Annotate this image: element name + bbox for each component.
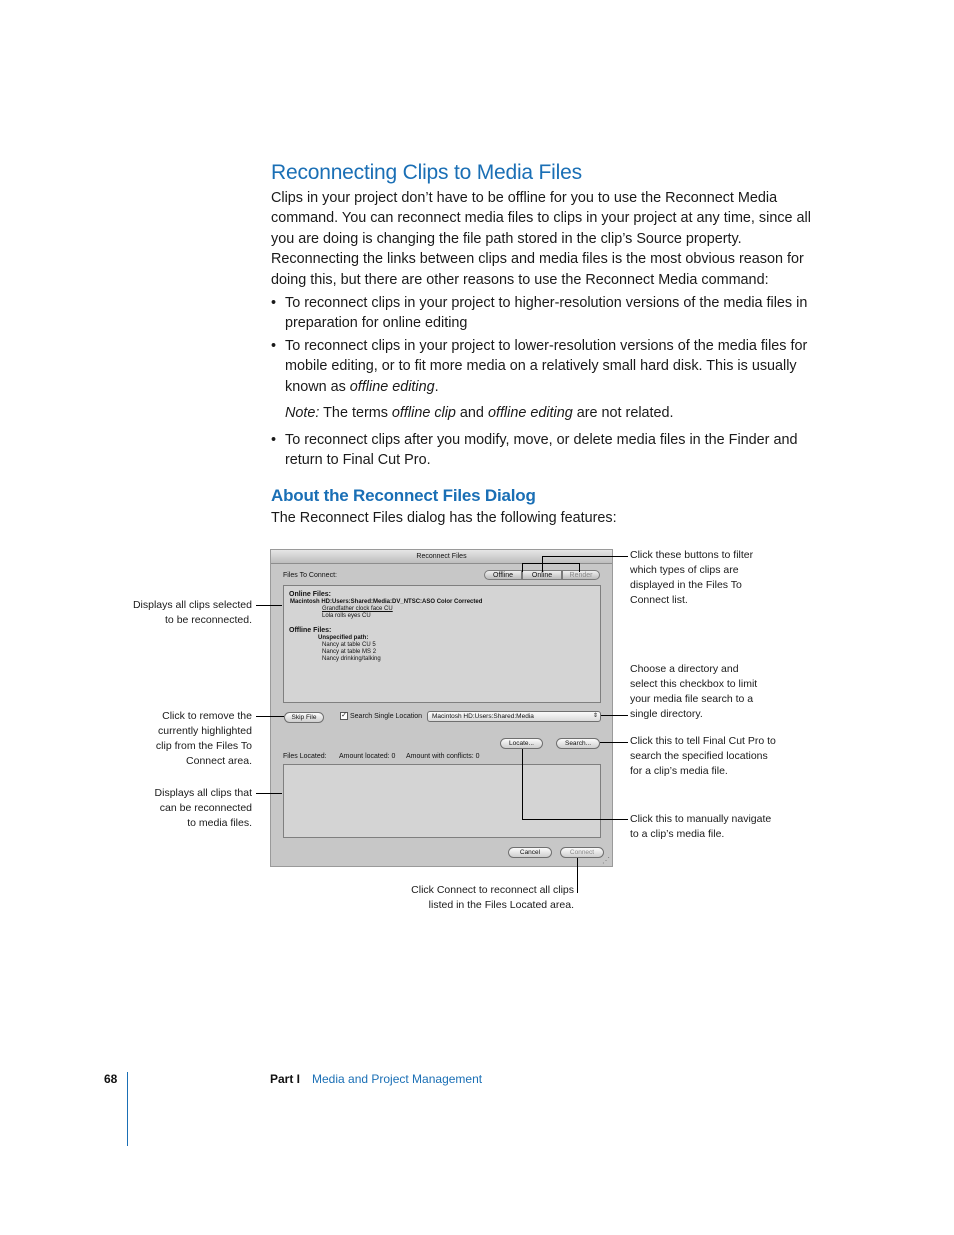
- italic-term: offline editing: [487, 405, 573, 421]
- callout-line-text: can be reconnected: [159, 802, 252, 814]
- callout-line-text: Connect area.: [186, 755, 252, 767]
- cancel-button[interactable]: Cancel: [508, 847, 552, 858]
- callout-line-text: Displays all clips selected: [132, 599, 252, 611]
- files-located-label: Files Located:: [283, 753, 327, 760]
- callout-line: [522, 563, 523, 572]
- dialog-title-bar: Reconnect Files: [271, 550, 612, 564]
- callout-line-text: displayed in the Files To: [630, 579, 742, 591]
- note-label: Note:: [285, 405, 320, 421]
- callout-line-text: search the specified locations: [630, 750, 768, 762]
- callout-line-text: select this checkbox to limit: [630, 678, 758, 690]
- offline-filter-button[interactable]: Offline: [484, 570, 522, 580]
- italic-term: offline clip: [391, 405, 456, 421]
- connect-button[interactable]: Connect: [560, 847, 604, 858]
- search-button[interactable]: Search...: [556, 738, 600, 749]
- offline-path: Unspecified path:: [318, 635, 369, 641]
- callout-line-text: Click these buttons to filter: [630, 549, 754, 561]
- popup-arrows-icon: ⇕: [592, 713, 598, 719]
- amount-conflicts: Amount with conflicts: 0: [406, 753, 480, 760]
- render-filter-button[interactable]: Render: [562, 570, 600, 580]
- subsection-title: About the Reconnect Files Dialog: [271, 486, 536, 505]
- callout-line-text: Click this to manually navigate: [630, 813, 772, 825]
- bullet-text: [285, 336, 817, 397]
- callout-line-text: to a clip’s media file.: [630, 828, 725, 840]
- callout-line-text: which types of clips are: [630, 564, 739, 576]
- list-item[interactable]: Nancy drinking/talking: [322, 656, 381, 662]
- callout-line-text: for a clip’s media file.: [630, 765, 728, 777]
- bullet-dot: •: [271, 338, 277, 354]
- locate-button[interactable]: Locate...: [500, 738, 543, 749]
- subsection-intro: The Reconnect Files dialog has the following features:: [271, 510, 617, 526]
- callout-line: [601, 715, 628, 716]
- list-item[interactable]: Nancy at table MS 2: [322, 649, 377, 655]
- note-text: are not related.: [572, 405, 674, 421]
- callout-displays-reconnect: [100, 786, 252, 831]
- callout-line-text: Click Connect to reconnect all clips: [411, 884, 574, 896]
- location-popup[interactable]: [427, 711, 601, 722]
- callout-line: [522, 819, 628, 820]
- callout-line-text: Connect list.: [630, 594, 688, 606]
- online-files-heading: Online Files:: [289, 591, 332, 598]
- bullet-text-part: To reconnect clips in your project to lower-resolution versions of the media files for mobile editing, or to fit more media on a relatively small hard disk. This is usually known as: [285, 338, 808, 395]
- callout-line: [577, 858, 578, 893]
- files-located-list[interactable]: [283, 764, 601, 838]
- list-item[interactable]: Lola rolls eyes CU: [322, 613, 371, 619]
- note-text: The terms: [319, 405, 392, 421]
- resize-handle-icon[interactable]: ⋰: [602, 856, 610, 865]
- callout-line-text: currently highlighted: [158, 725, 252, 737]
- callout-displays-selected: [100, 598, 252, 628]
- callout-line: [522, 563, 580, 564]
- online-path: Macintosh HD:Users:Shared:Media:DV_NTSC:ASO Color Corrected: [290, 599, 483, 605]
- amount-located: Amount located: 0: [339, 753, 396, 760]
- intro-paragraph: Clips in your project don’t have to be offline for you to use the Reconnect Media command. You can reconnect media files to clips in your project at any time, since all you are doing is changing the file path stored in the clip’s Source property. Reconnecting the links between clips and media files is the most obvious reason for doing this, but there are other reasons to use the Reconnect Media command:: [271, 190, 811, 288]
- callout-line-text: to media files.: [187, 817, 252, 829]
- callout-line: [522, 749, 523, 820]
- search-single-checkbox[interactable]: ✓: [341, 712, 347, 719]
- callout-line: [256, 605, 282, 606]
- bullet-text: To reconnect clips after you modify, move, or delete media files in the Finder and return to Final Cut Pro.: [285, 432, 798, 469]
- list-item[interactable]: Nancy at table CU 5: [322, 642, 376, 648]
- callout-line: [579, 563, 580, 572]
- list-item[interactable]: Grandfather clock face CU: [322, 606, 393, 612]
- section-title: Reconnecting Clips to Media Files: [271, 161, 582, 184]
- note: [285, 403, 805, 423]
- page-number: 68: [104, 1072, 118, 1086]
- bullet-dot: •: [271, 432, 277, 448]
- bullet-text: To reconnect clips in your project to higher-resolution versions of the media files in preparation for online editing: [285, 295, 808, 332]
- callout-line-text: Displays all clips that: [154, 787, 252, 799]
- callout-line-text: single directory.: [630, 708, 703, 720]
- note-text: and: [455, 405, 488, 421]
- callout-line: [256, 716, 284, 717]
- callout-line-text: Choose a directory and: [630, 663, 739, 675]
- files-to-connect-label: Files To Connect:: [283, 572, 337, 579]
- callout-line-text: clip from the Files To: [155, 740, 252, 752]
- skip-file-button[interactable]: Skip File: [284, 712, 324, 723]
- footer-rule: [127, 1072, 128, 1146]
- callout-filter: [630, 548, 753, 608]
- offline-files-heading: Offline Files:: [289, 627, 332, 634]
- callout-line: [542, 556, 628, 557]
- callout-connect: [374, 883, 574, 913]
- italic-term: offline editing: [349, 378, 435, 395]
- callout-line: [600, 742, 628, 743]
- footer-chapter: Media and Project Management: [312, 1072, 483, 1086]
- location-value: Macintosh HD:Users:Shared:Media: [432, 713, 534, 720]
- callout-locate: [630, 812, 771, 842]
- callout-line-text: listed in the Files Located area.: [428, 899, 574, 911]
- callout-remove: [100, 709, 252, 769]
- footer-part: Part I: [270, 1072, 301, 1086]
- search-single-label: Search Single Location: [350, 713, 422, 720]
- callout-line-text: to be reconnected.: [165, 614, 252, 626]
- callout-line-text: your media file search to a: [630, 693, 754, 705]
- callout-directory: [630, 662, 757, 722]
- online-filter-button[interactable]: Online: [522, 570, 562, 580]
- bullet-text-part: .: [434, 378, 439, 395]
- callout-line-text: Click to remove the: [162, 710, 252, 722]
- files-to-connect-list[interactable]: [283, 585, 601, 703]
- callout-line: [542, 556, 543, 572]
- bullet-dot: •: [271, 295, 277, 311]
- callout-line: [256, 793, 282, 794]
- callout-line-text: Click this to tell Final Cut Pro to: [630, 735, 776, 747]
- callout-search: [630, 734, 776, 779]
